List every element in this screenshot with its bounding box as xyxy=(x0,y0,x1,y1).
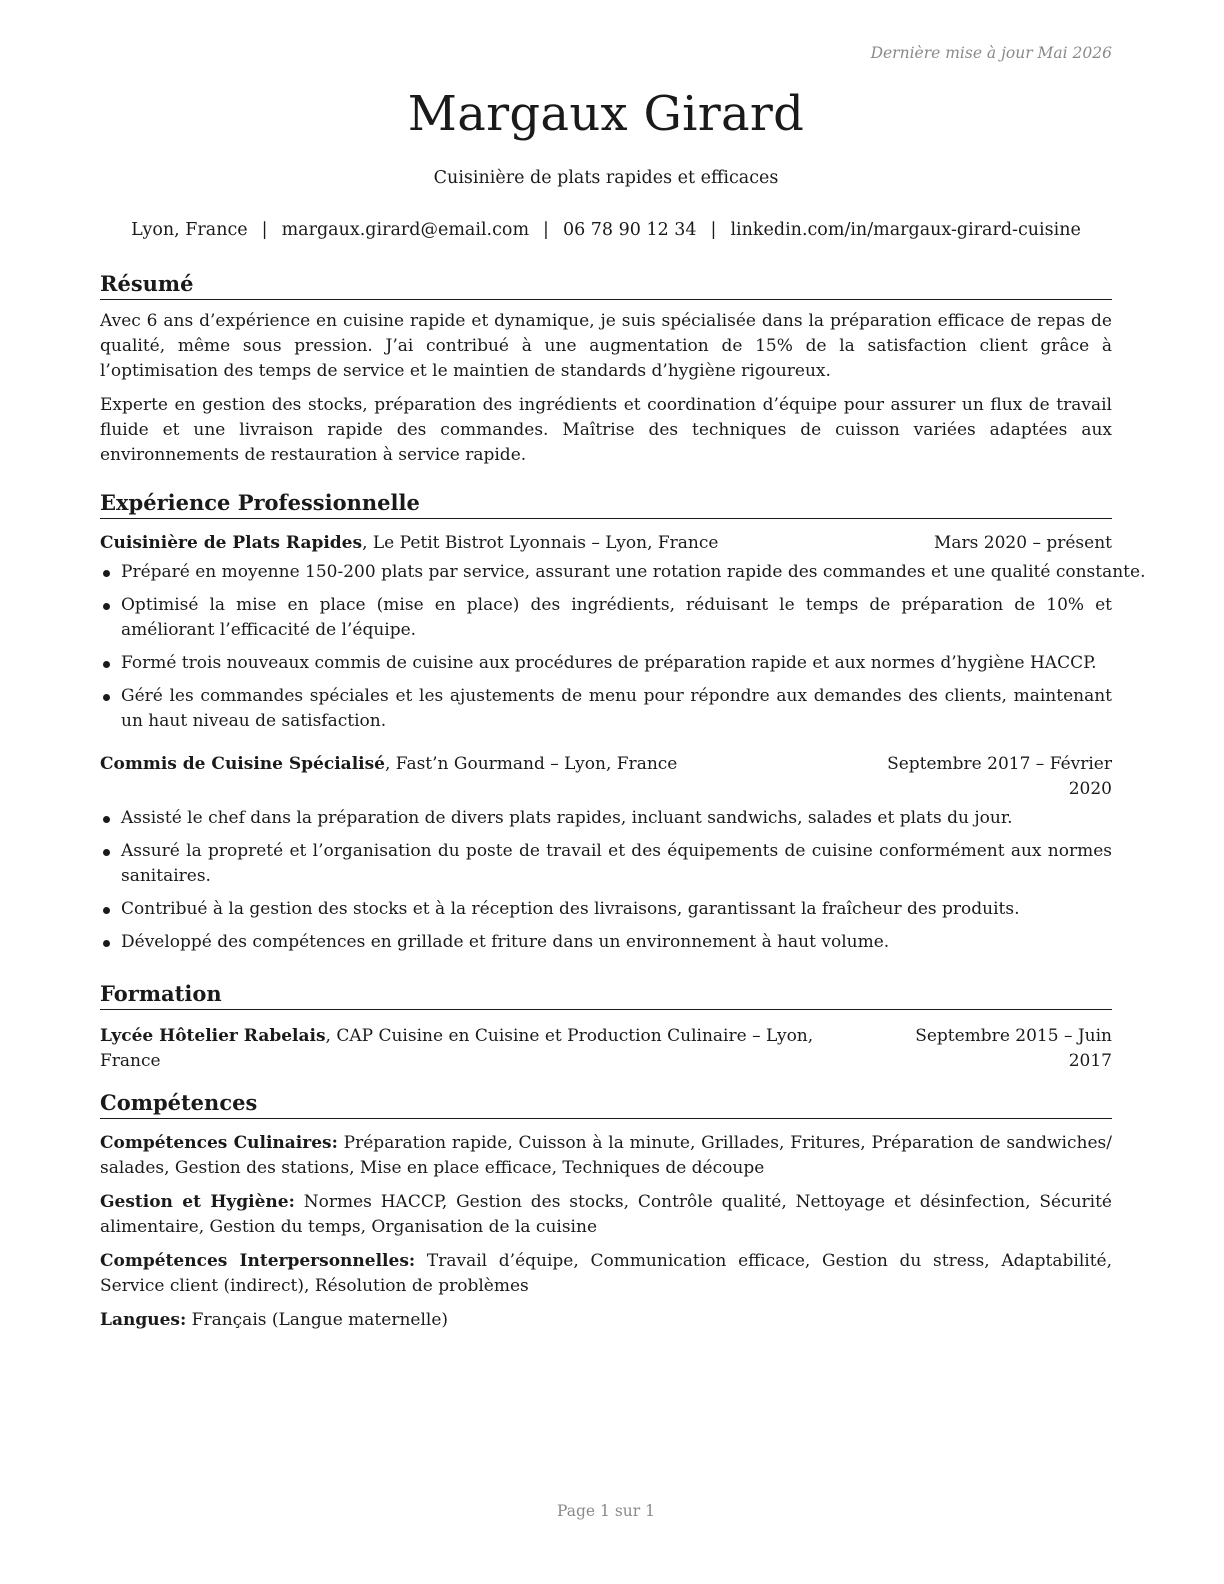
list-item: Développé des compétences en grillade et friture dans un environnement à haut volume. xyxy=(100,930,1112,955)
skill-text: Français (Langue maternelle) xyxy=(186,1310,449,1330)
job-bullets xyxy=(100,806,1112,955)
skill-line xyxy=(100,1249,1112,1299)
job-dates: Mars 2020 – présent xyxy=(933,533,1112,553)
candidate-title: Cuisinière de plats rapides et efficaces xyxy=(433,168,779,188)
job-bullets xyxy=(100,560,1146,734)
skill-label: Gestion et Hygiène: xyxy=(100,1192,295,1212)
job-role-employer xyxy=(100,531,718,556)
contact-separator: | xyxy=(710,220,717,240)
skill-label: Compétences Culinaires: xyxy=(100,1133,338,1153)
skill-label: Langues: xyxy=(100,1310,187,1330)
job-header xyxy=(100,531,1112,556)
contact-location: Lyon, France xyxy=(131,220,248,240)
list-item: Assisté le chef dans la préparation de divers plats rapides, incluant sandwichs, salades et plats du jour. xyxy=(100,806,1112,831)
contact-separator: | xyxy=(543,220,549,240)
section-title-experience: Expérience Professionnelle xyxy=(100,489,1112,519)
contact-separator: | xyxy=(261,220,268,240)
skill-text: Travail d’équipe, Communication efficace, Gestion du stress, Adaptabilité, Service client (indirect), Résolution de problèmes xyxy=(100,1251,1112,1296)
contact-phone[interactable]: 06 78 90 12 34 xyxy=(562,220,697,240)
experience-section xyxy=(100,489,1146,963)
summary-section xyxy=(100,270,1112,468)
summary-paragraph: Experte en gestion des stocks, préparation des ingrédients et coordination d’équipe pour assurer un flux de travail fluide et une livraison rapide des commandes. Maîtrise des techniques de cuisson variées adaptées aux environnements de restauration à service rapide. xyxy=(100,395,1112,465)
skills-section xyxy=(100,1089,1112,1342)
job-role: Commis de Cuisine Spécialisé xyxy=(100,754,385,774)
job-role: Cuisinière de Plats Rapides xyxy=(100,533,363,553)
section-title-skills: Compétences xyxy=(100,1089,1112,1119)
job-header xyxy=(100,752,1112,802)
section-title-summary: Résumé xyxy=(100,270,1112,300)
summary-paragraph: Avec 6 ans d’expérience en cuisine rapide et dynamique, je suis spécialisée dans la préparation efficace de repas de qualité, même sous pression. J’ai contribué à une augmentation de 15% de la satisfaction client grâce à l’optimisation des temps de service et le maintien de standards d’hygiène rigoureux. xyxy=(100,311,1112,381)
job-entry xyxy=(100,531,1146,734)
education-entry xyxy=(100,1024,1112,1074)
skill-text: Préparation rapide, Cuisson à la minute, Grillades, Fritures, Préparation de sandwiches/ salades, Gestion des stations, Mise en place efficace, Techniques de découpe xyxy=(100,1133,1112,1178)
last-updated-note: Dernière mise à jour Mai 2026 xyxy=(870,44,1112,62)
skill-line xyxy=(100,1131,1112,1181)
job-entry xyxy=(100,752,1112,955)
candidate-name: Margaux Girard xyxy=(407,86,805,142)
contact-email[interactable]: margaux.girard@email.com xyxy=(281,220,530,240)
job-role-employer xyxy=(100,752,677,802)
skill-line xyxy=(100,1190,1112,1240)
job-dates: Septembre 2017 – Février 2020 xyxy=(887,754,1112,799)
job-employer: , Fast’n Gourmand – Lyon, France xyxy=(385,754,678,774)
education-section xyxy=(100,980,1112,1074)
contact-line xyxy=(100,220,1112,240)
list-item: Optimisé la mise en place (mise en place) des ingrédients, réduisant le temps de préparation de 10% et améliorant l’efficacité de l’équipe. xyxy=(100,593,1112,643)
page-number: Page 1 sur 1 xyxy=(557,1502,655,1520)
education-dates: Septembre 2015 – Juin 2017 xyxy=(915,1026,1112,1071)
contact-linkedin[interactable]: linkedin.com/in/margaux-girard-cuisine xyxy=(730,220,1081,240)
skill-line xyxy=(100,1308,1112,1333)
education-school: Lycée Hôtelier Rabelais xyxy=(100,1026,326,1046)
skill-text: Normes HACCP, Gestion des stocks, Contrôle qualité, Nettoyage et désinfection, Sécurité alimentaire, Gestion du temps, Organisation de la cuisine xyxy=(100,1192,1112,1237)
list-item: Préparé en moyenne 150-200 plats par service, assurant une rotation rapide des commandes et une qualité constante. xyxy=(100,560,1112,585)
list-item: Contribué à la gestion des stocks et à la réception des livraisons, garantissant la fraîcheur des produits. xyxy=(100,897,1112,922)
skill-label: Compétences Interpersonnelles: xyxy=(100,1251,416,1271)
skills-list xyxy=(100,1131,1112,1333)
list-item: Assuré la propreté et l’organisation du poste de travail et des équipements de cuisine conformément aux normes sanitaires. xyxy=(100,839,1112,889)
section-title-education: Formation xyxy=(100,980,1112,1010)
education-school-detail xyxy=(100,1024,878,1074)
list-item: Formé trois nouveaux commis de cuisine aux procédures de préparation rapide et aux normes d’hygiène HACCP. xyxy=(100,651,1112,676)
job-employer: , Le Petit Bistrot Lyonnais – Lyon, France xyxy=(362,533,719,553)
list-item: Géré les commandes spéciales et les ajustements de menu pour répondre aux demandes des clients, maintenant un haut niveau de satisfaction. xyxy=(100,684,1112,734)
resume-page xyxy=(100,0,1146,1584)
education-detail: , CAP Cuisine en Cuisine et Production Culinaire – Lyon, France xyxy=(100,1026,814,1071)
